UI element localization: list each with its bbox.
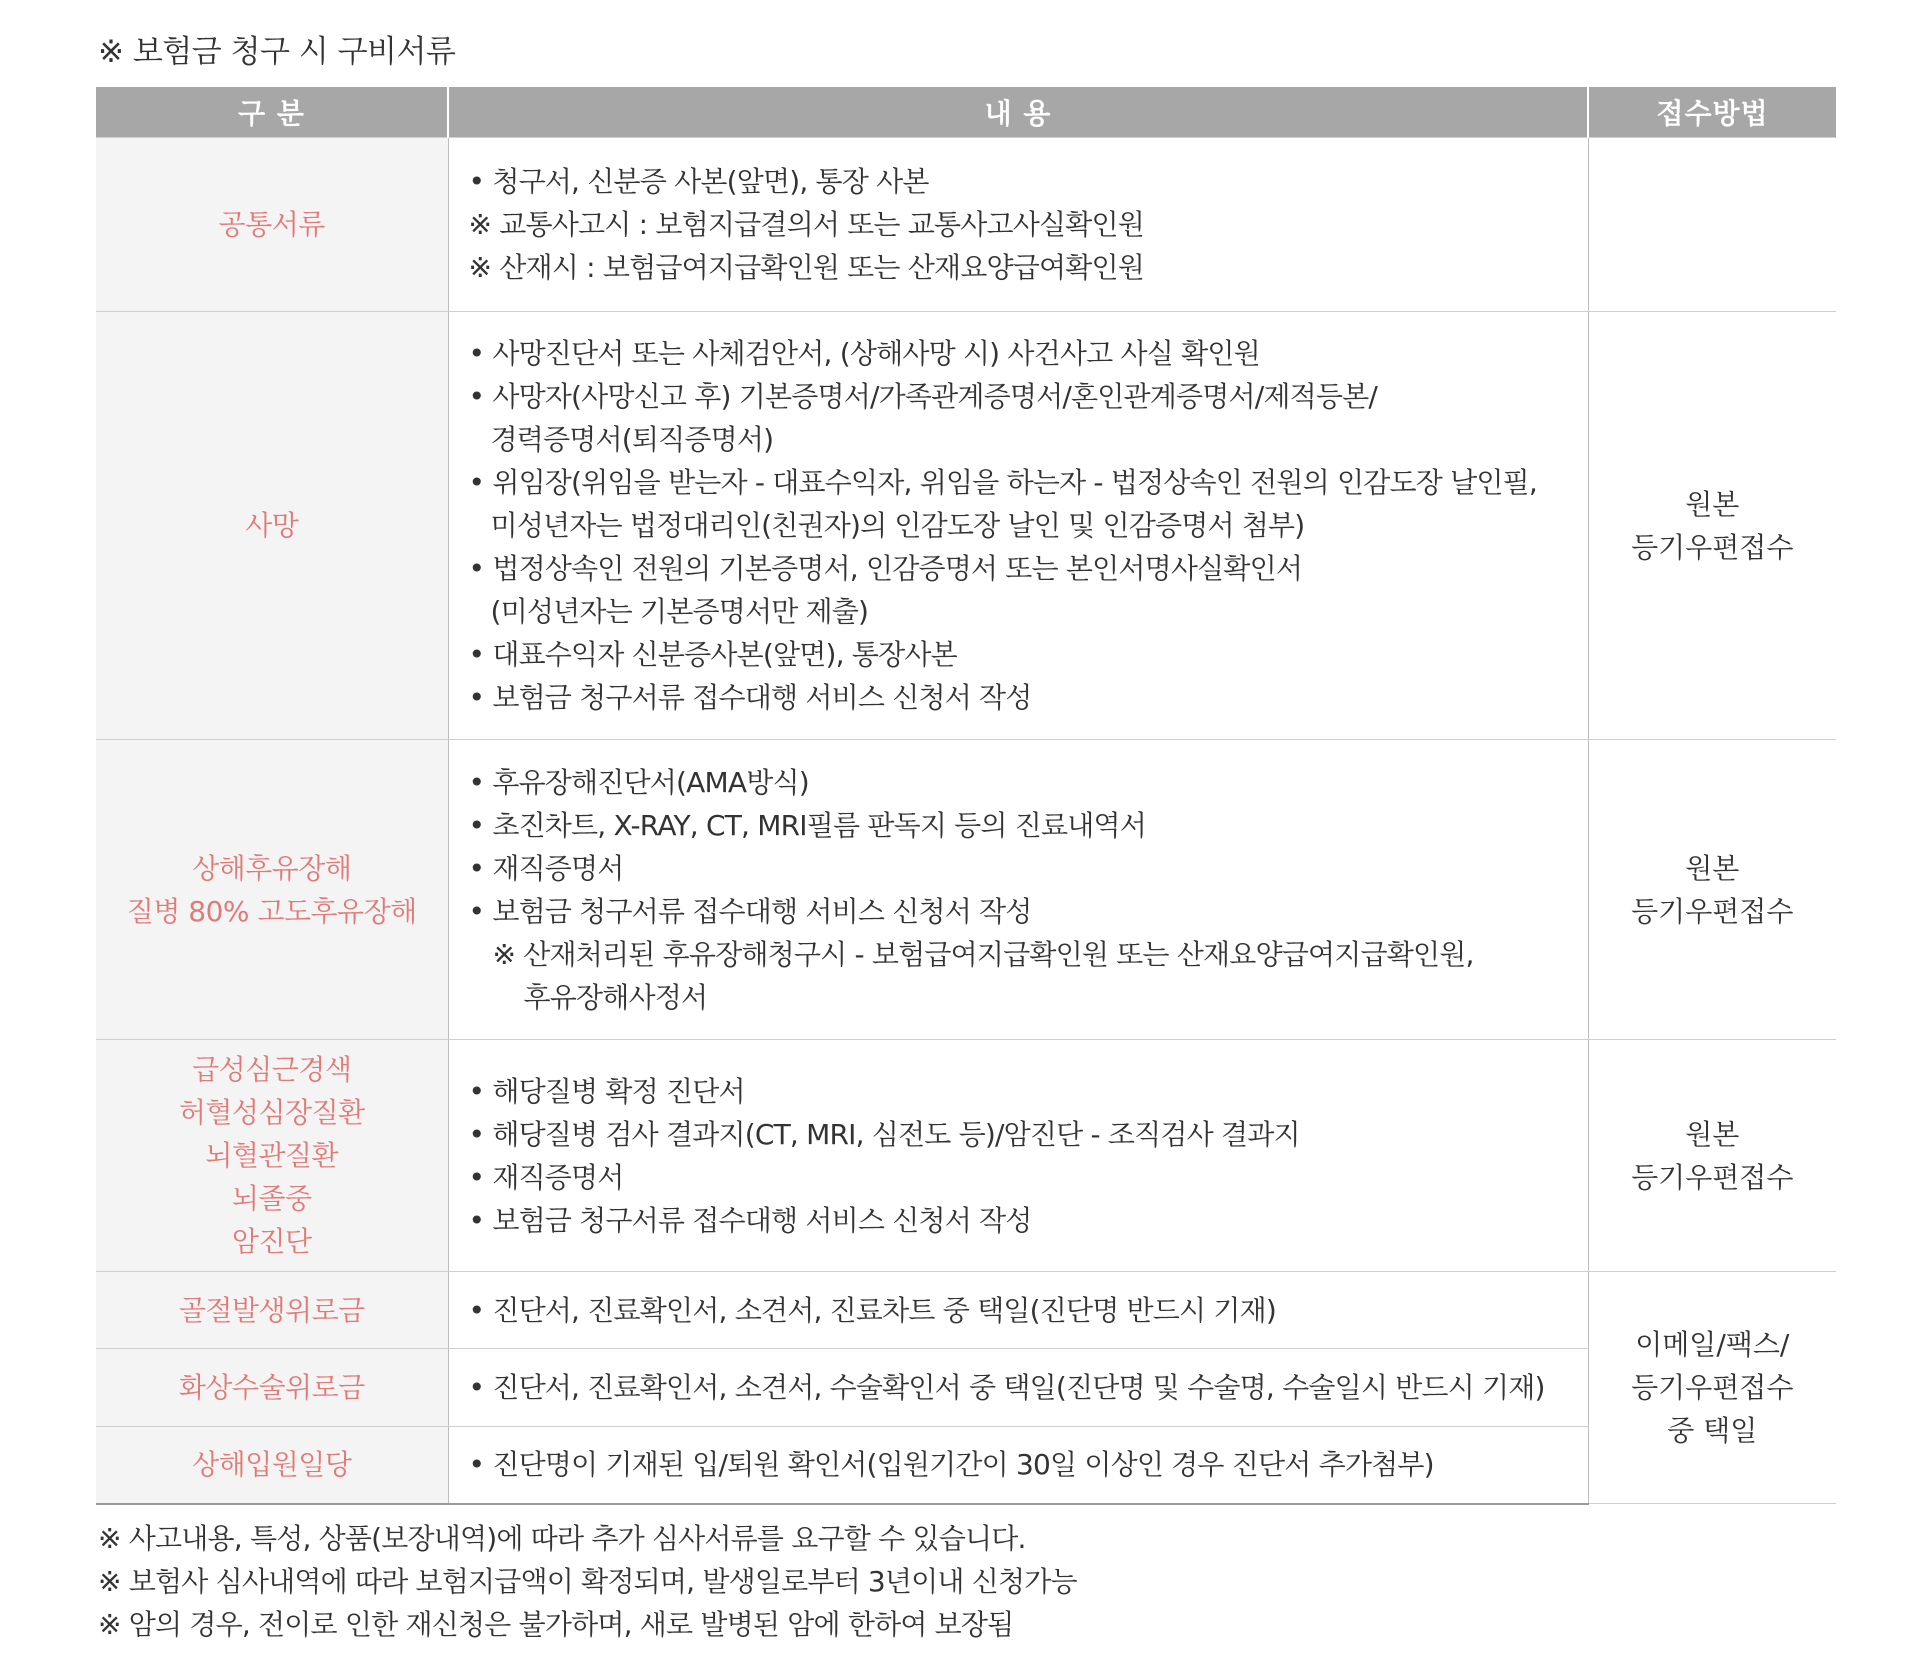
method-cell [1588,138,1836,312]
footnote: ※ 보험사 심사내역에 따라 보험지급액이 확정되며, 발생일로부터 3년이내 신청가능 [98,1565,1077,1598]
method-label: 등기우편접수 [1631,894,1794,928]
content-line: • 진단서, 진료확인서, 소견서, 수술확인서 중 택일(진단명 및 수술명, 수술일시 반드시 기재) [468,1371,1545,1404]
table-row [96,1040,1836,1272]
content-line: • 해당질병 확정 진단서 [468,1074,745,1108]
content-line: • 보험금 청구서류 접수대행 서비스 신청서 작성 [468,1203,1032,1237]
category-label: 골절발생위로금 [178,1293,365,1327]
content-line-continued: 미성년자는 법정대리인(친권자)의 인감도장 날인 및 인감증명서 첨부) [490,509,1305,542]
content-line: • 법정상속인 전원의 기본증명서, 인감증명서 또는 본인서명사실확인서 [468,552,1303,585]
content-line-continued: (미성년자는 기본증명서만 제출) [490,595,869,628]
table-row [96,740,1836,1040]
category-cell [96,1272,448,1349]
category-label: 화상수술위로금 [178,1371,365,1404]
method-label: 원본 [1685,1117,1740,1151]
method-label: 이메일/팩스/ [1635,1328,1790,1361]
content-line: • 재직증명서 [468,851,624,885]
content-cell [448,740,1588,1040]
method-label: 원본 [1685,487,1740,521]
category-label: 뇌졸중 [231,1182,312,1215]
method-label: 등기우편접수 [1631,530,1794,564]
method-cell [1588,312,1836,740]
category-label: 상해입원일당 [192,1448,352,1482]
header-method: 접수방법 [1588,87,1836,138]
content-line: • 위임장(위임을 받는자 - 대표수익자, 위임을 하는자 - 법정상속인 전원의 인감도장 날인필, [468,466,1537,499]
content-line: • 진단명이 기재된 입/퇴원 확인서(입원기간이 30일 이상인 경우 진단서 추가첨부) [468,1448,1434,1482]
content-line: • 후유장해진단서(AMA방식) [468,765,809,799]
category-cell [96,1349,448,1427]
table-row [96,1427,1836,1504]
header-category: 구 분 [96,87,448,138]
content-line-continued: 경력증명서(퇴직증명서) [490,423,774,456]
category-cell [96,1040,448,1272]
header-content: 내 용 [448,87,1588,138]
content-line: • 해당질병 검사 결과지(CT, MRI, 심전도 등)/암진단 - 조직검사 결과지 [468,1117,1300,1151]
content-note: ※ 교통사고시 : 보험지급결의서 또는 교통사고사실확인원 [468,208,1145,241]
category-cell [96,740,448,1040]
required-documents-table [96,87,1836,1505]
method-label: 등기우편접수 [1631,1160,1794,1194]
category-label: 급성심근경색 [192,1053,352,1086]
content-line: • 진단서, 진료확인서, 소견서, 진료차트 중 택일(진단명 반드시 기재) [468,1293,1277,1327]
content-cell [448,312,1588,740]
content-note: ※ 산재처리된 후유장해청구시 - 보험급여지급확인원 또는 산재요양급여지급확인원, [492,937,1474,971]
table-header-row [96,87,1836,138]
method-cell [1588,1040,1836,1272]
content-line: • 사망자(사망신고 후) 기본증명서/가족관계증명서/혼인관계증명서/제적등본/ [468,380,1377,413]
page-title: ※ 보험금 청구 시 구비서류 [98,34,456,70]
category-label: 허혈성심장질환 [178,1096,365,1129]
footnote: ※ 사고내용, 특성, 상품(보장내역)에 따라 추가 심사서류를 요구할 수 있습니다. [98,1522,1026,1555]
content-line: • 사망진단서 또는 사체검안서, (상해사망 시) 사건사고 사실 확인원 [468,337,1260,370]
content-line: • 초진차트, X-RAY, CT, MRI필름 판독지 등의 진료내역서 [468,808,1147,842]
content-cell [448,1427,1588,1504]
category-label: 상해후유장해 [192,851,352,885]
content-cell [448,1349,1588,1427]
content-line: • 보험금 청구서류 접수대행 서비스 신청서 작성 [468,681,1032,714]
content-line: • 재직증명서 [468,1160,624,1194]
content-cell [448,1040,1588,1272]
content-line: • 대표수익자 신분증사본(앞면), 통장사본 [468,638,957,671]
method-label: 원본 [1685,851,1740,885]
table-row [96,312,1836,740]
method-label: 등기우편접수 [1631,1371,1794,1404]
footnote: ※ 암의 경우, 전이로 인한 재신청은 불가하며, 새로 발병된 암에 한하여 보장됨 [98,1608,1014,1641]
content-cell [448,138,1588,312]
category-cell [96,1427,448,1504]
table-row [96,1349,1836,1427]
content-note-continued: 후유장해사정서 [523,980,708,1014]
category-label: 뇌혈관질환 [205,1139,339,1172]
method-cell [1588,740,1836,1040]
category-label: 공통서류 [218,208,325,241]
table-row [96,1272,1836,1349]
content-cell [448,1272,1588,1349]
content-line: • 보험금 청구서류 접수대행 서비스 신청서 작성 [468,894,1032,928]
category-cell [96,138,448,312]
category-label: 암진단 [231,1225,312,1258]
content-note: ※ 산재시 : 보험급여지급확인원 또는 산재요양급여확인원 [468,251,1145,284]
category-label: 질병 80% 고도후유장해 [126,894,417,928]
method-cell [1588,1272,1836,1504]
content-line: • 청구서, 신분증 사본(앞면), 통장 사본 [468,165,929,198]
table-row [96,138,1836,312]
category-label: 사망 [245,509,299,542]
category-cell [96,312,448,740]
footnotes [98,1517,1077,1646]
method-label: 중 택일 [1667,1414,1758,1447]
